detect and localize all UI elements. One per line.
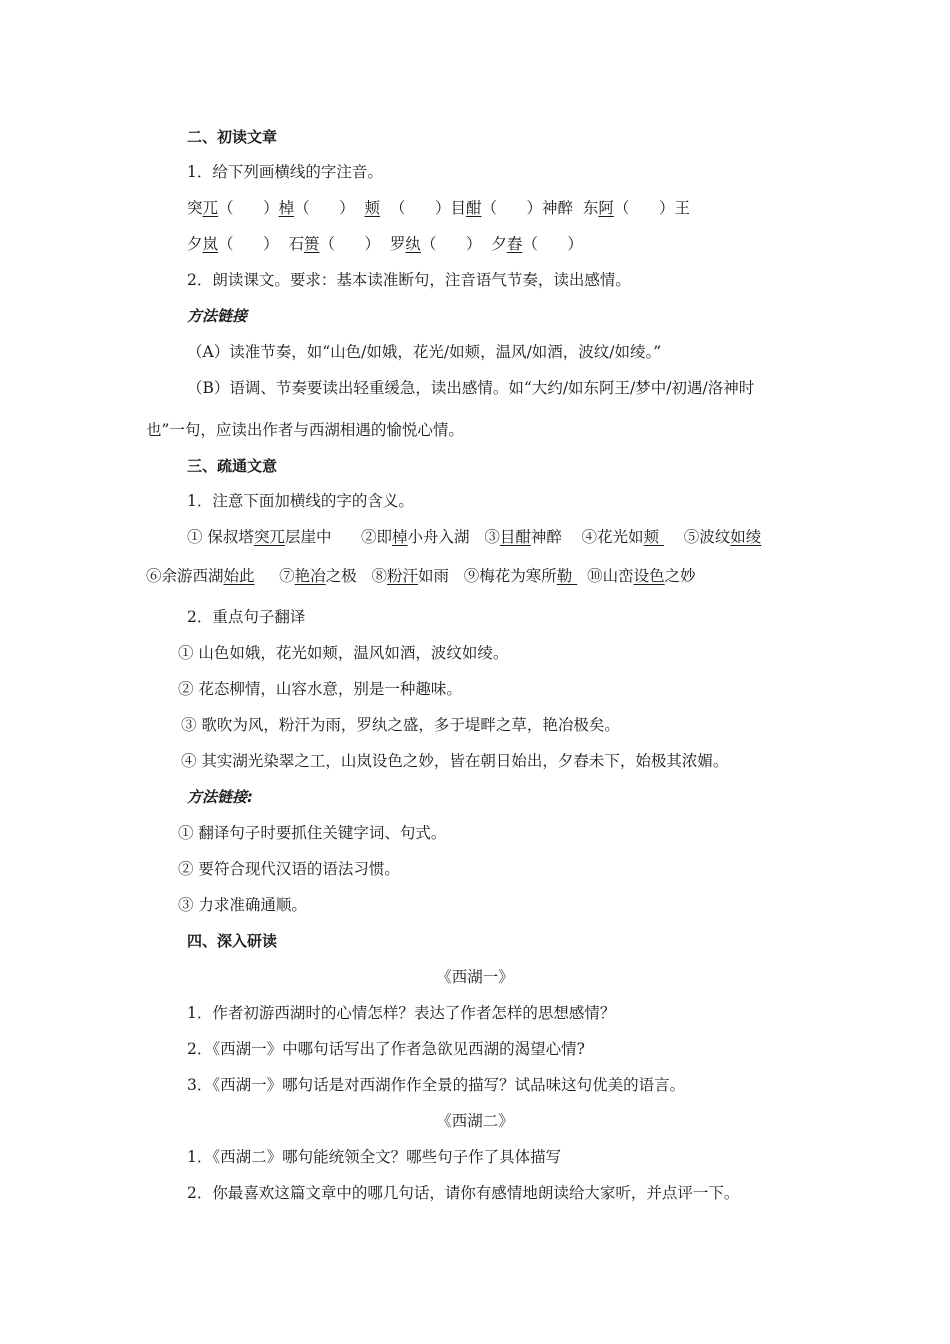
subtitle-west-lake-1: 《西湖一》 bbox=[436, 968, 514, 986]
underlined-word: 舂 bbox=[506, 235, 523, 253]
question-wl2-1: 1．《西湖二》哪句能统领全文？哪些句子作了具体描写 bbox=[187, 1148, 562, 1166]
text-segment: （ ） 夕 bbox=[420, 235, 507, 253]
text-segment: （ ） bbox=[294, 199, 365, 217]
underlined-word: 阿 bbox=[598, 199, 614, 217]
underlined-word: 颊 bbox=[364, 199, 381, 217]
underlined-word: 棹 bbox=[392, 528, 408, 546]
text-segment: （ ） bbox=[218, 199, 279, 217]
underlined-word: 纨 bbox=[405, 235, 421, 253]
text-segment: 夕 bbox=[187, 235, 203, 253]
question-wl1-2: 2．《西湖一》中哪句话写出了作者急欲见西湖的渴望心情? bbox=[187, 1040, 585, 1058]
method-tip-2: ② 要符合现代汉语的语法习惯。 bbox=[178, 860, 400, 878]
text-segment: （ ）王 bbox=[613, 199, 690, 217]
underlined-word: 如绫 bbox=[730, 528, 762, 546]
translation-sentence-3: ③ 歌吹为风，粉汗为雨，罗纨之盛，多于堤畔之草，艳冶极矣。 bbox=[181, 716, 620, 734]
pinyin-row-1 bbox=[187, 198, 690, 218]
question-wl2-2: 2．你最喜欢这篇文章中的哪几句话，请你有感情地朗读给大家听，并点评一下。 bbox=[187, 1184, 740, 1202]
underlined-word: 突兀 bbox=[253, 528, 285, 546]
underlined-word: 兀 bbox=[202, 199, 219, 217]
underlined-word: 棹 bbox=[278, 199, 295, 217]
translation-sentence-4: ④ 其实湖光染翠之工，山岚设色之妙，皆在朝日始出，夕舂未下，始极其浓媚。 bbox=[181, 752, 729, 770]
text-segment: （ ） 石 bbox=[218, 235, 304, 253]
text-segment: 小舟入湖 ③ bbox=[407, 528, 500, 546]
text-segment: （ ）目 bbox=[380, 199, 466, 217]
question-translation: 2．重点句子翻译 bbox=[187, 608, 306, 626]
text-segment: （ ）神醉 东 bbox=[481, 199, 599, 217]
text-segment: 之极 ⑧ bbox=[325, 567, 387, 585]
word-meaning-row-2 bbox=[146, 566, 696, 586]
underlined-word: 酣 bbox=[465, 199, 482, 217]
underlined-word: 颊 bbox=[643, 528, 664, 546]
text-segment: 突 bbox=[187, 199, 203, 217]
text-segment: ⑦ bbox=[254, 567, 295, 585]
text-segment: （ ） bbox=[522, 235, 583, 253]
method-tip-3: ③ 力求准确通顺。 bbox=[178, 896, 307, 914]
question-reading: 2．朗读课文。要求：基本读准断句，注音语气节奏，读出感情。 bbox=[187, 271, 631, 289]
section-heading-deep-reading: 四、深入研读 bbox=[187, 932, 278, 950]
underlined-word: 篑 bbox=[303, 235, 320, 253]
underlined-word: 艳冶 bbox=[294, 567, 326, 585]
text-segment: 层崖中 ②即 bbox=[284, 528, 393, 546]
method-link-label-2: 方法链接: bbox=[187, 788, 253, 806]
text-segment: 神醉 ④花光如 bbox=[530, 528, 644, 546]
method-b-line2: 也”一句，应读出作者与西湖相遇的愉悦心情。 bbox=[146, 421, 464, 439]
underlined-word: 始此 bbox=[223, 567, 255, 585]
translation-sentence-1: ① 山色如娥，花光如颊，温风如酒，波纹如绫。 bbox=[178, 644, 509, 662]
underlined-word: 岚 bbox=[202, 235, 219, 253]
text-segment: ⑥余游西湖 bbox=[146, 567, 224, 585]
text-segment: （ ） 罗 bbox=[319, 235, 406, 253]
question-wl1-3: 3．《西湖一》哪句话是对西湖作作全景的描写？试品味这句优美的语言。 bbox=[187, 1076, 686, 1094]
underlined-word: 勒 bbox=[556, 567, 578, 585]
question-wl1-1: 1．作者初游西湖时的心情怎样？表达了作者怎样的思想感情？ bbox=[187, 1004, 616, 1022]
underlined-word: 粉汗 bbox=[386, 567, 418, 585]
text-segment: ⑤波纹 bbox=[664, 528, 731, 546]
text-segment: 如雨 ⑨梅花为寒所 bbox=[417, 567, 557, 585]
method-a: （A）读准节奏，如“山色/如娥，花光/如颊，温风/如酒，波纹/如绫。” bbox=[187, 343, 662, 361]
method-b-line1: （B）语调、节奏要读出轻重缓急，读出感情。如“大约/如东阿王/梦中/初遇/洛神时 bbox=[187, 379, 755, 397]
method-tip-1: ① 翻译句子时要抓住关键字词、句式。 bbox=[178, 824, 447, 842]
section-heading-meaning: 三、疏通文意 bbox=[187, 457, 278, 475]
pinyin-row-2 bbox=[187, 234, 583, 254]
translation-sentence-2: ② 花态柳情，山容水意，别是一种趣味。 bbox=[178, 680, 462, 698]
word-meaning-row-1 bbox=[187, 527, 761, 547]
underlined-word: 设色 bbox=[633, 567, 665, 585]
section-heading-first-reading: 二、初读文章 bbox=[187, 128, 278, 146]
method-link-label: 方法链接 bbox=[187, 307, 248, 325]
text-segment: ⑩山峦 bbox=[577, 567, 634, 585]
text-segment: 之妙 bbox=[664, 567, 696, 585]
question-pinyin: 1．给下列画横线的字注音。 bbox=[187, 163, 383, 181]
underlined-word: 目酣 bbox=[499, 528, 531, 546]
subtitle-west-lake-2: 《西湖二》 bbox=[436, 1112, 514, 1130]
question-word-meaning: 1．注意下面加横线的字的含义。 bbox=[187, 492, 414, 510]
text-segment: ① 保叔塔 bbox=[187, 528, 254, 546]
